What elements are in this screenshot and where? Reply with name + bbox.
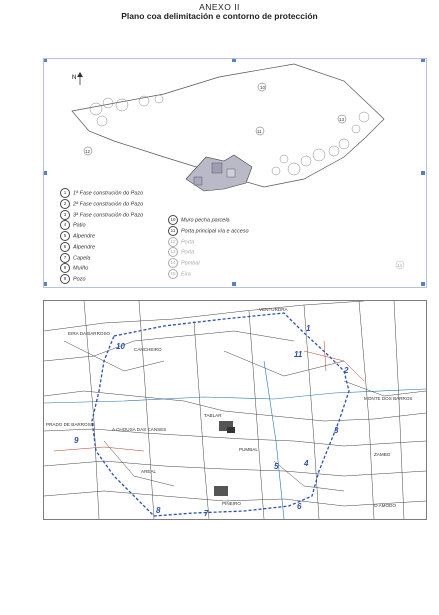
callout-14: 14 <box>397 263 403 268</box>
place-name: O AMODO <box>374 503 396 508</box>
resize-handle[interactable] <box>232 58 236 62</box>
place-name: MONTE DOS BARROS <box>364 396 413 401</box>
page-title: Plano coa delimitación e contorno de protección <box>121 11 318 21</box>
legend-item: 13 Porta <box>168 247 249 258</box>
place-name: PUMBAL <box>239 447 258 452</box>
cadastral-map-panel <box>43 300 427 520</box>
place-name: ZAMBO <box>374 452 391 457</box>
north-label: N <box>72 75 77 81</box>
resize-handle[interactable] <box>421 58 425 62</box>
boundary-label: 5 <box>274 462 279 471</box>
boundary-label: 3 <box>334 426 339 435</box>
boundary-label: 2 <box>344 366 349 375</box>
resize-handle[interactable] <box>421 282 425 286</box>
resize-handle[interactable] <box>43 58 47 62</box>
annex-label: ANEXO II <box>199 2 240 12</box>
boundary-label: 4 <box>304 459 309 468</box>
boundary-label: 10 <box>116 342 125 351</box>
callout-12: 12 <box>85 149 91 154</box>
legend-item: 10 Muro pecha parcela <box>168 215 249 226</box>
cadastral-map <box>44 301 426 519</box>
boundary-label: 9 <box>74 436 79 445</box>
place-name: A CHOUSA DAS CANSES <box>112 427 167 432</box>
pazo-buildings <box>186 155 252 191</box>
place-name: TABLAR <box>204 413 222 418</box>
legend-item: 14 Pombal <box>168 258 249 269</box>
boundary-label: 1 <box>306 324 311 333</box>
resize-handle[interactable] <box>43 282 47 286</box>
north-arrow-icon <box>77 72 83 85</box>
legend-item: 3 3ª Fase construción do Pazo <box>60 210 143 221</box>
place-name: PRADO DE BARROSO <box>46 422 95 427</box>
legend-item: 15 Eira <box>168 269 249 280</box>
place-name: CANCHEIRO <box>134 347 162 352</box>
place-name: VENTURDRA <box>259 307 288 312</box>
boundary-label: 8 <box>156 506 161 515</box>
legend-item: 8 Muíño <box>60 263 143 274</box>
place-name: AREAL <box>141 469 157 474</box>
legend-item: 9 Pozo <box>60 274 143 285</box>
callout-13: 13 <box>339 117 345 122</box>
boundary-label: 6 <box>297 502 302 511</box>
boundary-label: 11 <box>294 350 303 359</box>
callout-11: 11 <box>257 129 262 134</box>
place-name: EIRA DA BARROSO <box>68 331 111 336</box>
legend-item: 5 Alpendre <box>60 231 143 242</box>
legend-item: 1 1ª Fase construción do Pazo <box>60 188 143 199</box>
resize-handle[interactable] <box>43 171 47 175</box>
legend-item: 11 Porta principal vía e acceso <box>168 226 249 237</box>
legend-left <box>60 188 143 285</box>
callout-10: 10 <box>260 85 266 90</box>
place-name: PIÑEIRO <box>222 501 241 506</box>
legend-item: 4 Patio <box>60 220 143 231</box>
resize-handle[interactable] <box>232 282 236 286</box>
legend-item: 12 Porta <box>168 237 249 248</box>
boundary-label: 7 <box>204 509 209 518</box>
sketch-plan-panel <box>43 58 427 288</box>
legend-item: 6 Alpendre <box>60 242 143 253</box>
resize-handle[interactable] <box>421 171 425 175</box>
legend-right <box>168 215 249 280</box>
legend-item: 2 2ª Fase construción do Pazo <box>60 199 143 210</box>
legend-item: 7 Capela <box>60 253 143 264</box>
